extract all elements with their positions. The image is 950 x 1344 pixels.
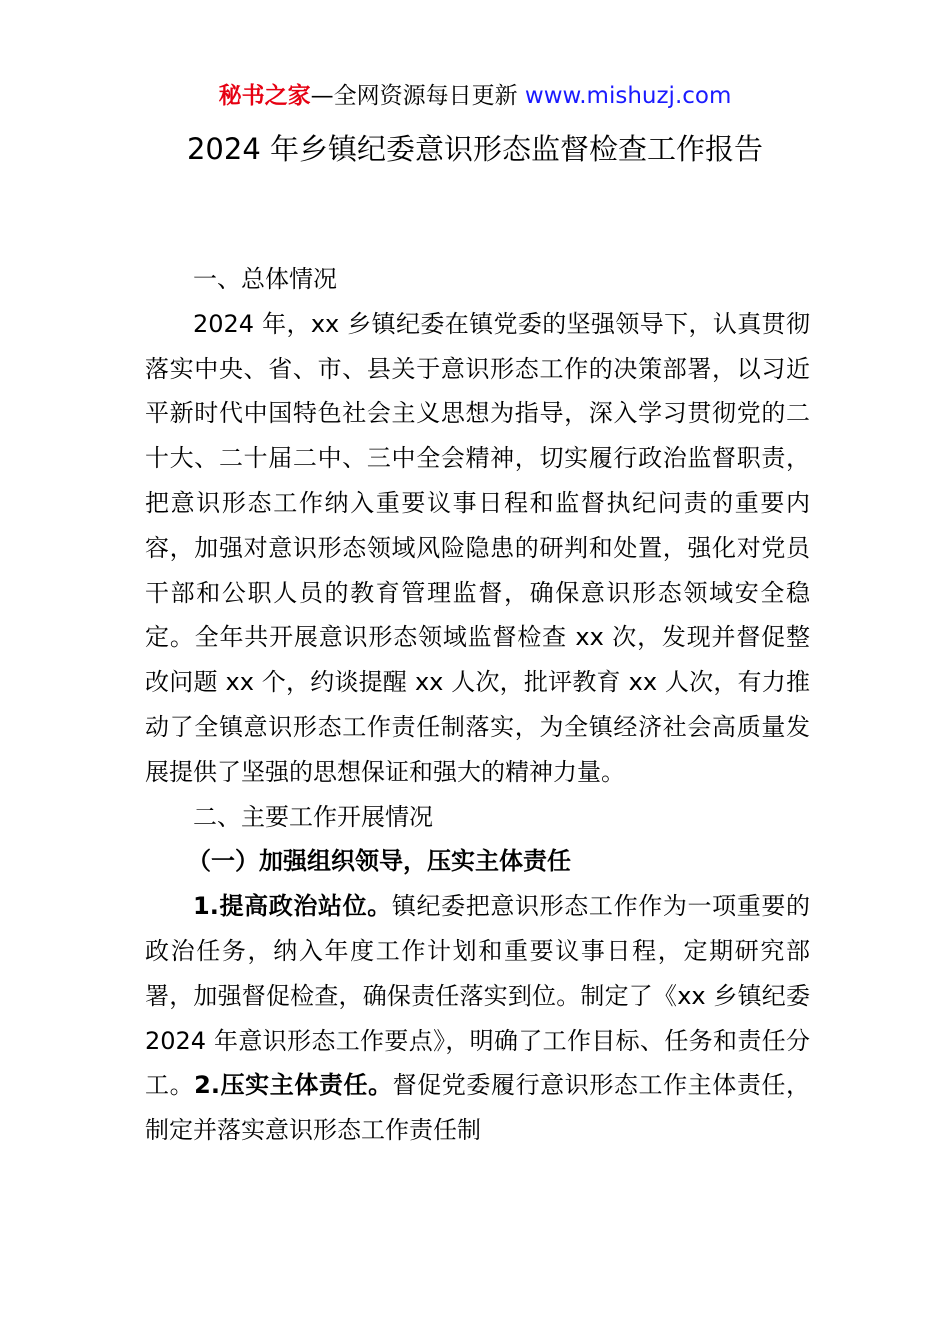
section-heading-overview: 一、总体情况 [193,265,337,293]
paragraph-items [145,884,810,1153]
brand-name: 秘书之家 [218,83,311,109]
section-heading-main-work: 二、主要工作开展情况 [193,802,433,831]
item2-text: 督促党委履行意识形态工作主体责任，制定并落实意识形态工作责任制 [145,1071,810,1145]
document-title: 2024 年乡镇纪委意识形态监督检查工作报告 [186,132,764,166]
header-tagline: —全网资源每日更新 [310,83,525,109]
subsection-heading-leadership: （一）加强组织领导，压实主体责任 [187,847,571,876]
item2-title: 2.压实主体责任。 [194,1071,393,1100]
paragraph-overview: 2024 年，xx 乡镇纪委在镇党委的坚强领导下，认真贯彻落实中央、省、市、县关于意识形态工作的决策部署，以习近平新时代中国特色社会主义思想为指导，深入学习贯彻党的二十大、二十届二中、三中全会精神，切实履行政治监督职责，把意识形态工作纳入重要议事日程和监督执纪问责的重要内容，加强对意识形态领域风险隐患的研判和处置，强化对党员干部和公职人员的教育管理监督，确保意识形态领域安全稳定。全年共开展意识形态领域监督检查 xx 次，发现并督促整改问题 xx 个，约谈提醒 xx 人次，批评教育 xx 人次，有力推动了全镇意识形态工作责任制落实，为全镇经济社会高质量发展提供了坚强的思想保证和强大的精神力量。 [145,309,810,786]
site-header [0,80,950,112]
site-url-link[interactable]: www.mishuzj.com [524,83,732,109]
document-body [145,257,810,1153]
item1-text: 镇纪委把意识形态工作作为一项重要的政治任务，纳入年度工作计划和重要议事日程，定期研究部署，加强督促检查，确保责任落实到位。制定了《xx 乡镇纪委 2024 年意识形态工作要点》，明确了工作目标、任务和责任分工。 [145,892,810,1100]
item1-title: 1.提高政治站位。 [193,892,392,921]
